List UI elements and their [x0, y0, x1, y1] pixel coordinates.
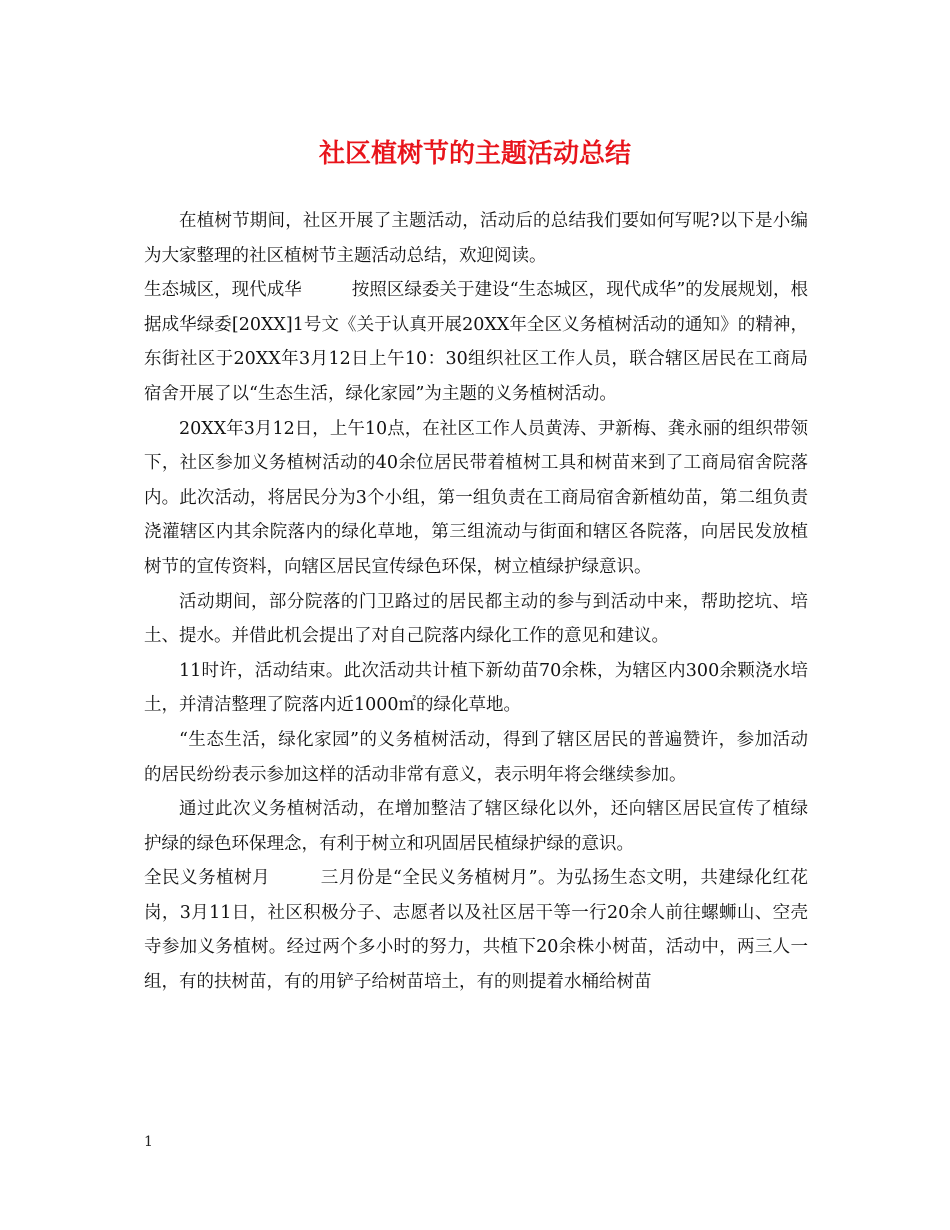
document-body: [144, 204, 808, 1000]
section-text: 按照区绿委关于建设“生态城区，现代成华”的发展规划，根据成华绿委[20XX]1号文《关于认真开展20XX年全区义务植树活动的通知》的精神，东街社区于20XX年3月12日上午10：30组织社区工作人员，联合辖区居民在工商局宿舍开展了以“生态生活，绿化家园”为主题的义务植树活动。: [144, 280, 808, 404]
paragraph-results: 11时许，活动结束。此次活动共计植下新幼苗70余株，为辖区内300余颗浇水培土，并清洁整理了院落内近1000㎡的绿化草地。: [144, 660, 808, 716]
paragraph-activity-details: 20XX年3月12日，上午10点，在社区工作人员黄涛、尹新梅、龚永丽的组织带领下，社区参加义务植树活动的40余位居民带着植树工具和树苗来到了工商局宿舍院落内。此次活动，将居民分为3个小组，第一组负责在工商局宿舍新植幼苗，第二组负责浇灌辖区内其余院落内的绿化草地，第三组流动与街面和辖区各院落，向居民发放植树节的宣传资料，向辖区居民宣传绿色环保，树立植绿护绿意识。: [144, 418, 808, 577]
section-heading: 全民义务植树月: [144, 868, 271, 889]
paragraph-intro: 在植树节期间，社区开展了主题活动，活动后的总结我们要如何写呢?以下是小编为大家整理的社区植树节主题活动总结，欢迎阅读。: [144, 211, 808, 266]
paragraph-section-2: [144, 861, 808, 999]
page-title: 社区植树节的主题活动总结: [318, 139, 631, 169]
section-text: 三月份是“全民义务植树月”。为弘扬生态文明，共建绿化红花岗，3月11日，社区积极分子、志愿者以及社区居干等一行20余人前往螺蛳山、空壳寺参加义务植树。经过两个多小时的努力，共植下20余株小树苗，活动中，两三人一组，有的扶树苗，有的用铲子给树苗培土，有的则提着水桶给树苗: [144, 868, 808, 993]
paragraph-feedback: “生态生活，绿化家园”的义务植树活动，得到了辖区居民的普遍赞许，参加活动的居民纷纷表示参加这样的活动非常有意义，表示明年将会继续参加。: [144, 729, 808, 785]
paragraph-section-1: [144, 273, 808, 411]
paragraph-participation: 活动期间，部分院落的门卫路过的居民都主动的参与到活动中来，帮助挖坑、培土、提水。并借此机会提出了对自己院落内绿化工作的意见和建议。: [144, 591, 808, 647]
paragraph-conclusion: 通过此次义务植树活动，在增加整洁了辖区绿化以外，还向辖区居民宣传了植绿护绿的绿色环保理念，有利于树立和巩固居民植绿护绿的意识。: [144, 799, 808, 854]
section-heading: 生态城区，现代成华: [144, 280, 302, 301]
page-number: 1: [144, 1134, 153, 1150]
